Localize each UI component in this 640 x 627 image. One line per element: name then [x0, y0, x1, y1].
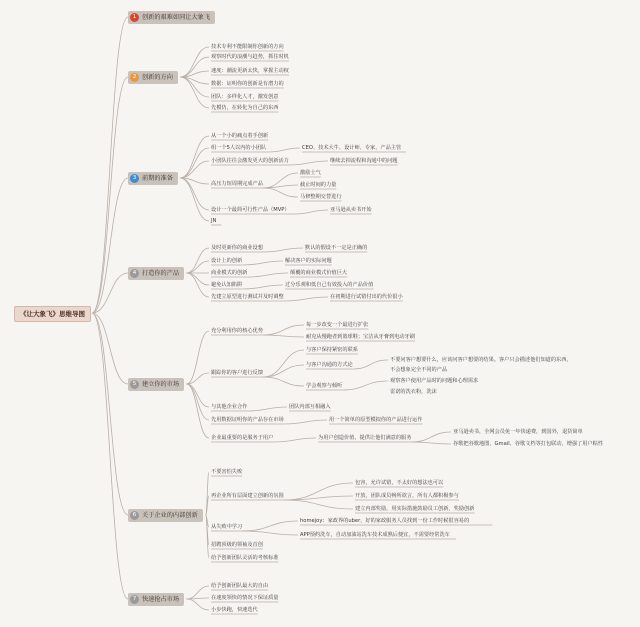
sub-node[interactable]: homejoy：家政界的uber，好的家政服务人员找到一份工作时候很容易的 — [300, 517, 470, 524]
branch-7[interactable] — [128, 593, 184, 606]
child-node[interactable]: 再企业所有层面建立创新的氛围 — [211, 492, 284, 499]
child-node[interactable]: 速度：潮流更新太快，掌握主动权 — [211, 67, 289, 74]
child-node[interactable]: 在速度领快的情况下保证质量 — [211, 594, 279, 601]
sub-node[interactable]: 默认的假设不一定是正确的 — [305, 244, 368, 251]
branch-label: 创新的艰难如同让大象飞 — [142, 13, 211, 21]
branch-1[interactable] — [128, 11, 215, 24]
branch-5[interactable] — [128, 378, 184, 391]
child-node[interactable]: 高压力短周期完成产品 — [211, 180, 263, 187]
sub-node[interactable]: 颠覆的商业模式价值巨大 — [290, 269, 348, 276]
sub-node[interactable]: 耐克从慢跑者到篮球鞋；宝洁从牙膏到电动牙刷 — [306, 333, 415, 340]
child-node[interactable]: 充分利用你的核心优势 — [211, 327, 263, 334]
child-node[interactable]: 先建立原型进行测试并及时调整 — [211, 293, 284, 300]
child-node[interactable]: 商业模式的创新 — [211, 269, 248, 276]
sub-node[interactable]: 学会观察与倾听 — [306, 382, 343, 389]
branch-label: 打造你的产品 — [142, 269, 180, 277]
child-node[interactable]: 团队：多样化人才，激发创意 — [211, 93, 279, 100]
branch-number-icon: 2 — [130, 73, 139, 82]
child-node[interactable]: JN — [211, 217, 217, 224]
child-node[interactable]: 小团队往往会激发更大的创新活力 — [211, 157, 289, 164]
child-node[interactable]: 招聘顶级的领袖及首创 — [211, 541, 263, 548]
sub-node[interactable]: 截止时间的力量 — [300, 181, 337, 188]
sub-node[interactable]: 继续去掉流程和沟通中的问题 — [330, 157, 398, 164]
child-node[interactable]: 设计上的创新 — [211, 257, 243, 264]
child-node[interactable]: 给予创新团队灵活的考核标准 — [211, 554, 279, 561]
detail-node[interactable]: 亚马逊卖书，全网会员免一年快递费，到国外，退货简单 — [453, 428, 583, 435]
sub-node[interactable]: 在初期进行试错付出的代价很小 — [330, 293, 403, 300]
detail-node[interactable]: 不会想象完全不同的产品 — [390, 366, 448, 373]
branch-label: 前期的准备 — [142, 174, 173, 182]
sub-node[interactable]: 激励士气 — [300, 169, 321, 176]
child-node[interactable]: 观察时代的浪潮与趋势，抓住时机 — [211, 53, 289, 60]
child-node[interactable]: 先用数据证明你的产品存在市场 — [211, 416, 284, 423]
branch-number-icon: 5 — [130, 380, 139, 389]
sub-node[interactable]: 为用户创造价值，提供让他们满意的服务 — [318, 434, 412, 441]
child-node[interactable]: 设计一个最简可行性产品（MVP） — [211, 206, 290, 213]
child-node[interactable]: 不要害怕失败 — [211, 468, 243, 475]
branch-label: 关于企业的内部创新 — [142, 511, 198, 519]
branch-3[interactable] — [128, 172, 178, 185]
detail-node[interactable]: 雷诺的洗衣粉，洗沫 — [390, 388, 437, 395]
sub-node[interactable]: 包容，允许试错，不太好的想法也可以 — [355, 479, 444, 486]
child-node[interactable]: 及时更新你的商业设想 — [211, 244, 263, 251]
child-node[interactable]: 小步快跑，快速迭代 — [211, 606, 258, 613]
child-node[interactable]: 组一个5人以内的小团队 — [211, 144, 267, 151]
child-node[interactable]: 从失败中学习 — [211, 523, 243, 530]
sub-node[interactable]: CEO、技术大牛、设计师、专家、产品主管 — [302, 144, 402, 151]
sub-node[interactable]: APP预约洗车，自动加油站洗车技术成熟后便宜，不需要经常洗车 — [300, 531, 450, 538]
branch-4[interactable] — [128, 267, 184, 280]
detail-node[interactable]: 不要问客户想要什么，应该问客户想要的结果。客户只会描述他们知道的东西， — [390, 356, 572, 363]
detail-node[interactable]: 观察客户使用产品时的问题和心理需求 — [390, 377, 479, 384]
sub-node[interactable]: 团队内部互相融入 — [289, 403, 331, 410]
branch-label: 创新的方向 — [142, 73, 173, 81]
branch-number-icon: 7 — [130, 595, 139, 604]
child-node[interactable]: 技术专利不能限制你创新的方向 — [211, 43, 284, 50]
child-node[interactable]: 跟踪你的客户进行反馈 — [211, 369, 263, 376]
branch-number-icon: 1 — [130, 13, 139, 22]
branch-label: 建立你的市场 — [142, 380, 180, 388]
detail-node[interactable]: 谷歌把谷歌地图、Gmail、谷歌文档等打包联动，增强了用户粘性 — [453, 440, 604, 447]
sub-node[interactable]: 亚马逊从卖书开始 — [330, 206, 372, 213]
sub-node[interactable]: 开放，团队成员畅所欲言，所有人都积极参与 — [355, 492, 459, 499]
sub-node[interactable]: 与客户沟通的方式论 — [306, 361, 353, 368]
root-node[interactable]: 《让大象飞》思维导图 — [14, 306, 91, 322]
sub-node[interactable]: 与客户保持紧密的联系 — [306, 346, 358, 353]
child-node[interactable]: 给予创新团队最大的自由 — [211, 582, 269, 589]
sub-node[interactable]: 过分乐观和低自己有效投入的产品价值 — [285, 281, 374, 288]
sub-node[interactable]: 解决客户的实际问题 — [285, 257, 332, 264]
sub-node[interactable]: 用一个简单的原型模拟你的产品进行运作 — [329, 416, 423, 423]
sub-node[interactable]: 建立内部奖励，用实际措施鼓励员工创新，奖励创新 — [355, 505, 475, 512]
child-node[interactable]: 与其他企业合作 — [211, 403, 248, 410]
child-node[interactable]: 数据：证明你的创新是有潜力的 — [211, 80, 284, 87]
child-node[interactable]: 避免认知陷阱 — [211, 281, 243, 288]
branch-number-icon: 6 — [130, 511, 139, 520]
branch-number-icon: 4 — [130, 269, 139, 278]
child-node[interactable]: 从一个小的痛点着手创新 — [211, 132, 269, 139]
child-node[interactable]: 先模仿，在转化为自己的东西 — [211, 104, 279, 111]
child-node[interactable]: 企业最重要的是服务于用户 — [211, 434, 274, 441]
branch-number-icon: 3 — [130, 174, 139, 183]
branch-6[interactable] — [128, 509, 203, 522]
sub-node[interactable]: 马修整期交替进行 — [300, 193, 342, 200]
sub-node[interactable]: 每一步改变一个最进行扩张 — [306, 321, 369, 328]
branch-label: 快速抢占市场 — [142, 595, 180, 603]
branch-2[interactable] — [128, 71, 178, 84]
